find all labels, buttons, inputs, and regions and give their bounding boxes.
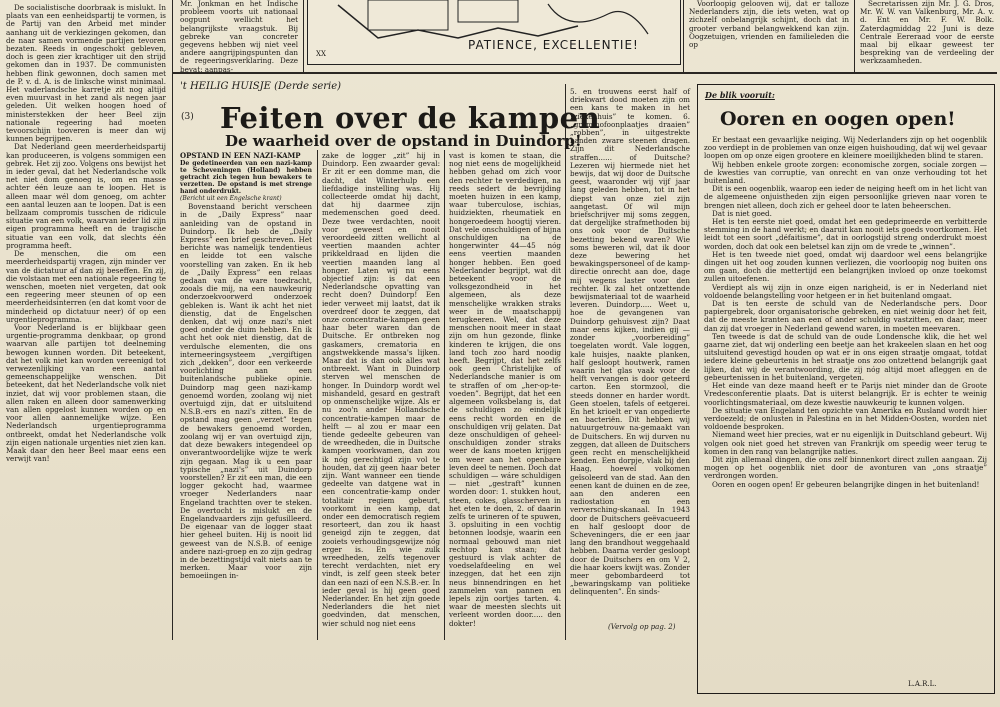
article-headline: Feiten over de kampen [220, 101, 601, 135]
series-label: 't HEILIG HUISJE (Derde serie) [180, 81, 342, 92]
paragraph: Er bestaat een gevaarlijke neiging. Wij Nederlanders zijn op het oogenblik zoo verdiept in de problemen van onze eigen huishouding, dat wij wel gevaar loopen om op onze eigen grootere en kleinere moeilijkheden blind te staren. [704, 135, 987, 161]
article-number: (3) [181, 112, 194, 122]
paragraph: Het is ten tweede niet goed, omdat wij daardoor wel eens belangrijke dingen uit het oog zouden kunnen verliezen, die voorloopig nog buiten ons om gaan, doch die mettertijd een belangrijken invloed op onze toekomst zullen uitoefenen. [704, 249, 987, 284]
column-top-fragment [180, 0, 298, 74]
paragraph: Ten tweede is dat de schuld van de oude Londensche klik, die het wel gaarne ziet, dat wij onderling een beetje aan het krakeelen slaan en het oog uitsluitend gevestigd houden op wat er in ons eigen straatje omgaat, totdat iedere kleine gebeurtenis in het straatje ons zoo ontzettend belangrijk gaat lijken, dat wij de verantwoording, die zij nóg altijd moet afleggen en de gebeurtenissen in het buitenland, vergeten. [704, 331, 987, 382]
paragraph: Het einde van deze maand heeft er te Parijs niet minder dan de Groote Vredesconferentie plaats. Dat is uiterst belangrijk. Er is echter te weinig voorlichtingsmateriaal, om deze kwestie nauwkeurig te kunnen volgen. [704, 381, 987, 407]
cartoon-caption: PATIENCE, EXCELLENTIE! [468, 38, 639, 52]
left-column [6, 4, 166, 636]
paragraph: Dat is niet goed. [712, 208, 772, 218]
column-rule [565, 84, 566, 640]
article-column-3 [449, 152, 561, 638]
column-rule [444, 150, 445, 640]
paragraph: Niemand weet hier precies, wat er nu eigenlijk in Duitschland gebeurt. Wij volgen ook niet goed het streven van Frankrijk om speedig weer terug te komen in den rang van belangrijke naties. [704, 430, 987, 456]
column-rule [317, 150, 318, 640]
article-subheadline: De waarheid over de opstand in Duindorp! [225, 132, 582, 150]
paragraph: De menschen, die om een meerderheidspartij vragen, zijn minder ver van de dictatuur af dan zij beseffen. En zij, die volstaan met een nationale regeering te wenschen, moeten niet vergeten, dat ook een regeering meer steunen of op een meerderheidsinterren (en dat komt voor de minderheid op dictatuur neer) óf op een urgentieprogramma. [6, 249, 166, 324]
paragraph: Dit zijn allemaal dingen, die ons zelf binnenkort direct zullen aangaan. Zij mogen op het oogenblik niet door de avonturen van „ons straatje” verdrongen worden. [704, 454, 987, 481]
paragraph: Het is ten eerste niet goed, omdat het een gedeprimeerde en verbitterde stemming in de hand werkt; en daaruit kan nooit iets goeds voortkomen. Het leidt tot een soort „défaitisme”, dat in oorlogstijd streng onderdrukt moest worden, doch dat ook een beletsel kan zijn om de vrede te „winnen”. [704, 217, 987, 251]
column-rule [854, 0, 855, 72]
paragraph: Voorloopig gelooven wij, dat er talloze Nederlanders zijn, die iets weten, wat op zichzelf onbelangrijk schijnt, doch dat in grooter verband belangwekkend kan zijn. Oogzetuigen, vrienden en familieleden die op [689, 0, 849, 50]
paragraph: Mr. Jonkman en het Indische probleem voorts uit nationaal oogpunt wellicht het belangrijkste vraagstuk. Bij gebreke van concreter gegevens hebben wij niet veel andere aangrijpingspunten dan de regeeringsverklaring. Deze bevat: aanpas- [180, 0, 298, 74]
column-rule [172, 0, 173, 640]
box-body [704, 136, 987, 678]
paragraph: Voor Nederland is er blijkbaar geen urgentie-programma denkbaar, op grond waarvan alle partijen tot deelneming bewogen kunnen worden. Dit beteekent, dat het volk niet kan worden vereenigd tot verwezenlijking van een aantal gemeenschappelijke wenschen. Dit beteekent, dat het Nederlandsche volk niet inziet, dat wij voor problemen staan, die allen raken en alleen door samenwerking van allen opgelost kunnen worden op en voor allen aannemelijke wijze. Een Nederlandsch urgentieprogramma ontbreekt, omdat het Nederlandsche volk zijn eigen nationale urgenties niet zien kan. Maak daar den heer Beel maar eens een verwijt van! [6, 322, 166, 464]
column-rule [683, 0, 684, 72]
paragraph: Ooren en oogen open! Er gebeuren belangrijke dingen in het buitenland! [712, 479, 980, 489]
paragraph: Secretarissen zijn Mr. J. G. Dros, Mr. W. W. van Valkenburg, Mr. A. v. d. Ent en Mr. F. W. Bolk. Zaterdagmiddag 22 Juni is deze Centrale Eereraad voor de eerste maal bij elkaar geweest ter bespreking van de verdeeling der werkzaamheden. [860, 0, 994, 66]
article-intro: De gedetineerden van een nazi-kamp te Scheveningen (Holland) hebben getracht zich tegen hun bewakers te verzetten. De opstand is met strenge hand onderdrukt. [180, 160, 312, 195]
column-top-fragment [860, 0, 994, 68]
box-signature: L.A.R.L. [908, 680, 937, 688]
paragraph: Verdiept als wij zijn in onze eigen narigheid, is er in Nederland niet voldoende belangstelling voor hetgeen er in het buitenland omgaat. [704, 282, 987, 300]
cartoon-marker: XX [316, 50, 326, 58]
article-column-1 [180, 152, 312, 638]
paragraph: Dat Nederland geen meerderheidspartij kan produceeren, is volgens sommigen een gebrek. Het zij zoo. Volgens ons bewijst het in ieder geval, dat het Nederlandsche volk net niet dom genoeg is, om en masse achter één leuze aan te loopen. Het is alleen maar wél dom genoeg, om achter een aantal leuzen aan te loopen. Dat is een bellzaam compromis tusschen de ridicule situatie van een volk, waarvan ieder lid zijn eigen programma heeft en de tragische situatie van een volk, dat slechts één programma heeft. [6, 142, 166, 250]
box-kicker: De blik vooruit: [705, 90, 775, 100]
article-source-note: (Bericht uit een Engelsche krant) [180, 195, 282, 202]
article-column-2 [322, 152, 440, 638]
article-column-4 [570, 88, 690, 620]
paragraph: 5. en trouwens eerst half of driekwart dood moeten zijn om een kans te maken in het „ziekenhuis” te komen. 6. „grammofoonplaatjes draaien” „robben”, in uitgestrekte handen zware steenen dragen. Zijn dit Nederlandsche straffen...... of Duitsche? Lezeren wij hiermede niet het bewijs, dat wij door de Duitsche geest, waaronder wij vijf jaar lang geleden hebben, tot in het diepst van onze ziel zijn aangetast. Of wil mijn briefschrijver mij soms zeggen, dat dergelijke strafmethoden bij ons ook voor de Duitsche bezetting bekend waren? Wie soms beweren wil, dat ik door deze bewering het bewakingspersoneel of de kamp-directie onrecht aan doe, dage mij wegens laster voor den rechter. Ik zal het ontzettende bewijsmateriaal tot de waarheid leveren. Duindorp..... Weet u, hoe de gevangenen van Duindorp gehuisvest zijn? Daat maar eens kijken, indien gij — zonder „voorbereiding” toegelaten wordt. Vale loggen, kale huisjes, naakte planken, half gesloopt houtwerk, ramen waarin het glas vaak voor de helft vervangen is door geteerd carton. Een stormzool, die steeds donner en harder wordt. Geen stoelen, tafels of eetgerei. En het krioelt er van ongedierte en bacteriën. Dit hebben wij natuurgetrouw na-gemaakt van de Duitschers. En wij durven nu zeggen, dat alleen de Duitschers geen recht en menschelijkheid kenden. Een dorpje, vlak bij den Haag, hoewel volkomen geïsoleerd van de stad. Aan den eenen kant de duinen en de zee, aan den anderen een radiostation en een verversching-skanaal. In 1943 door de Duitschers geëvacueerd en half gesloopt door de Scheveningers, die er een jaar lang den brandhout weggehaald hebben. Daarna verder gesloopt door de Duitschers en om V 2, die haar koers kwijt was. Zonder meer gebombardeerd tot „bewaringskamp van politieke delinquenten”. En sinds- [570, 87, 690, 597]
box-title: Ooren en oogen open! [720, 108, 956, 130]
article-kicker: OPSTAND IN EEN NAZI-KAMP [180, 151, 301, 160]
paragraph: Dat is ten eerste de schuld van de Nederlandsche pers. Door papiergebrek, door organisatorische gebreken, en niet weinig door het feit, dat de meeste kranten aan een of ander schuldig vastzitten, en daar, meer dan zij dat vroeger in Nederland gewend waren, in moeten meevaren. [704, 299, 987, 333]
paragraph: zake de logger „zit” hij in Duindorp. Een zwaarder geval: Er zit er een domme man, die dacht, dat Winterhulp een liefdadige instelling was. Hij collecteerde omdat hij dacht, dat hij daarmee zijn medemenschen goed deed. Deze twee verdachten, nooit voor geweest en nooit veroordeeld zitten wellicht al veertien maanden achter prikkeldraad en lijden die veertien maanden lang al honger. Laten wij nu eens objectief zijn: is dat een Nederlandsche opvatting van recht doen? Duindorp! Een ieder verweet mij laatst, dat ik overdreef door te zeggen, dat onze concentratie-kampen geen haar beter waren dan de Duitsche. Er ontbreken nog gaskamers, crematoria en angstwekkende massa's lijken. Maar dat is dan ook alles wat ontbreekt. Want in Duindorp sterven wel menschen de honger. In Duindorp wordt wel mishandeld, gesard en gestraft op onmenschelijke wijze. Als er nu zoo'n ander Hollandsche concentratie-kampen maar de helft — al zou er maar een tiende gedeelte gebeuren van de wreedheden, die in Duitsche kampen voorkwamen, dan zou ik nóg gerechtigd zijn vol te houden, dat zij geen haar beter zijn. Want wanneer een tiende gedeelte van datgene wat in een concentratie-kamp onder totalitair regiem gebeurt, voorkomt in een kamp, dat onder een democratisch regiem resorteert, dan zou ik haast geneigd zijn te zeggen, dat zooiets verhoudingsgewijze nóg erger is. En wie zulk wreedheden, zelfs tegenover terecht verdachten, niet ery vindt, is zelf geen steek beter dan een nazi of een N.S.B.-er. In ieder geval is hij geen goed Nederlander. En het zijn goede Nederlanders die het niet goedvinden, dat menschen, wier schuld nog niet eens [322, 151, 440, 628]
cartoon-drawing [308, 0, 680, 40]
paragraph: De socialistische doorbraak is mislukt. In plaats van een eenheidspartij te vormen, is de Partij van den Arbeid met minder aanhang uit de verkiezingen gekomen, dan de naar samen vormende partijen tevoren bezaten. Reeds in ongeschokt gebleven, doch is geen zier krachtiger uit den strijd gekomen dan in 1937. De communisten hebben flink gewonnen, doch samen met de P. v. d. A. is de linksche winst minimaal. Het vaderlandsche karretje zit nog altijd even muurvast in het zand als negen jaar geleden. Uit welken hoogen hoed of ministerstekken der heer Beel zijn nationale regeering had moeten tevoorschijn tooveren is meer dan wij kunnen begrijpen. [6, 3, 166, 144]
paragraph: Dit is een oogenblik, waarop een ieder de neiging heeft om in het licht van de algemeene onjuistheden zijn eigen persoonlijke grieven naar voren te brengen niet alleen, doch zich er geheel door te laten beheerschen. [704, 184, 987, 210]
column-rule [303, 0, 304, 72]
paragraph: vast is komen te staan, die nog niet eens de mogelijkheid hebben gehad om zich voor den rechter te verdedigen, na reeds sedert de bevrijding moeten huizen in een kamp, waar tuberculose, ischias, huidziekten, rheumatiek en hongeroedeem hoogtij vieren. Dat vele onschuldigen of bijna onschuldigen na de hongerwinter 44—45 nóg eens veertien maanden honger hebben. Een goed Nederlander begrijpt, wat dit beteekent voor de volksgezondheid in het algemeen, als deze menschelijke wrakken straks weer in de maatschappij terugkeeren. Wel, dat deze menschen nooit meer in staat zijn om hun gezonde, flinke kinderen te krijgen, die ons land toch zoo hard noodig heeft. Begrijpt, dat het zelfs ook geen Christelijke of Nederlandsche manier is om te straffen of om „her-op-te-voeden”. Begrijpt, dat het een algemeen volksbelang is, dat de schuldigen zo eindelijk eens recht worden en de onschuldigen vrij gelaten. Dat deze onschuldigen of geheel-onschuldigen zonder straks weer de kans moeten krijgen om weer aan het openbare leven deel te nemen. Doch dat schuldigen — wáre schuldigen — niet „gestraft” kunnen worden door: 1. stukken hout, steen, cokes, glasscherven in het eten te doen, 2. of daarin zelfs te urineren of te spuwen, 3. opsluiting in een vochtig betonnen loodsje, waarin een normaal gebouwd man niet rechtop kan staan; dat gestuurd is vlak achter de voedselafdeeling en wel inzeggen, dat het een zijn neus binnendringen en het zammelen van pannen en lepels zijn oortjes tarten. 4. waar de meesten slechts uit verleent worden door..... den dokter! [449, 151, 561, 628]
column-top-fragment [689, 0, 849, 68]
continued-note: (Vervolg op pag. 2) [608, 623, 676, 631]
cartoon [307, 0, 681, 65]
paragraph: Wij hebben enkele groote zorgen: economische zorgen, sociale zorgen — de kwesties van corruptie, van onrecht en van onze verhouding tot het buitenland. [704, 159, 987, 186]
paragraph: De situatie van Engeland ten opzichte van Amerika en Rusland wordt hier verdoezeld; de onlusten in Palestina en in het Midden-Oosten, worden niet voldoende besproken. [704, 405, 987, 432]
paragraph: Bovenstaand bericht verscheen in de „Daily Express” naar aanleiding van de opstand in Duindorp. Ik heb de „Daily Express” een brief geschreven. Het berichte was namelijk tendentieus en leidde tot een valsche voorstelling van zaken. En ik heb de „Daily Express” een relaas gedaan van de ware toedracht, zooals die mij, na een nauwkeurig onderzoekvoorwerd onderzoek gebleken is. Want ik acht het niet dienstig, dat de Engelschen denken, dat wij onze nazi's niet goed onder de duim hebben. En ik acht het ook niet dienstig, dat de verdulsche elementen, die ons interneeringsysteem „vergiftigen zich „dekken”, door een verkeerde voorlichting aan een buitenlandsche publieke opinie. Duindorp mag geen nazi-kamp genoemd worden, zoolang wij niet overtuigd zijn, dat er uitsluitend N.S.B.-ers en nazi's zitten. En de opstand mag geen „verzet” tegen de bewakers genoemd worden, zoolang wij er van overtuigd zijn, dat deze bewakers integendeel op onverantwoordelijke wijze te werk zijn gegaan. Mag ik u een paar typische „nazi's” uit Duindorp voorstellen? Er zit een man, die een logger gekocht had, waarmee vroeger Nederlanders naar Engeland trachtten over te steken. De overtocht is mislukt en de Engelandvaarders zijn gefusilleerd. De eigenaar van de logger staat hier geheel buiten. Hij is nooit lid geweest van de N.S.B. of eenige andere nazi-groep en zo zijn gedrag in de bezettingstijd valt niets aan te merken. Maar voor zijn bemoeiingen in- [180, 202, 312, 581]
